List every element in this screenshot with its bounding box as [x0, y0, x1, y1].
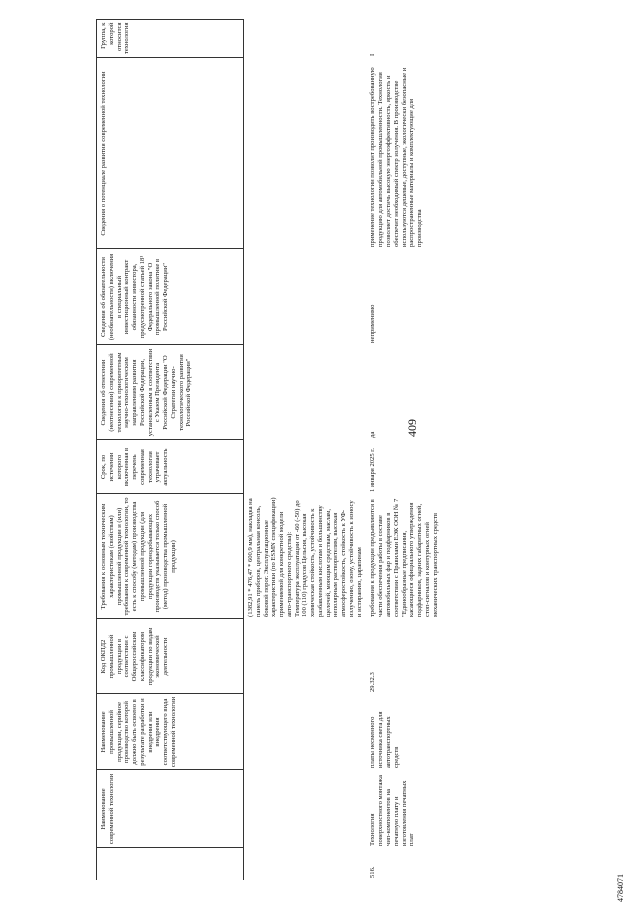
page-number: 409 — [405, 419, 419, 437]
row-requirements: требования к продукции предъявляются в части обеспечения работы в составе автомобильных фар и подфарников в соответствии с Правилами ЕЭК ООН № 7 "Единообразные предписания, касающиеся официального утверждения подфарников, задних габаритных огней, стоп-сигналов и контурных огней механических транспортных средств — [369, 498, 439, 617]
row-development-potential: применение технологии позволит производить востребованную продукцию для автомобильной промышленности. Технология позволяет достичь высокую энергоэффективность, яркость и обеспечит необходимый спектр излучения. В производстве используются дешевые, доступные, экологически безопасные и распространенные материалы и комплектующие для производства — [369, 67, 424, 247]
technology-table — [96, 20, 442, 881]
header-number — [97, 848, 244, 880]
table-row — [366, 20, 442, 880]
continuation-requirements: (1382,91 * 476,47 * 600,9 мм), накладка на панель приборов, центральная консоль, боковой порог. Эксплуатационные характеристики (по ESMN спецификации) применяемой для конкретной модели авто-транспортного средства): Температура эксплуатации от -60 (-50) до 100 (110) градусов Цельсия, высокая химическая стойкость, устойчивость к разбавленным кислотам и большинству щелочей, моющим средствам, маслам, неполярным растворителям, высокая атмосферостойкость, стойкость к УФ-излучению, озону, устойчивость к износу и истиранию, царапинам — [247, 497, 363, 617]
header-okpd2-code: Код ОКПД2 промышленной продукции в соответствии с Общероссийским классификатором продукции по видам экономической деятельности — [97, 619, 244, 694]
row-priority-direction: да — [369, 431, 377, 438]
row-product-name: платы несменного источника света для автотранспортных средств — [369, 711, 400, 768]
continuation-row — [244, 20, 367, 880]
header-technology-name: Наименование современной технологии — [97, 770, 244, 848]
header-requirements: Требования к основным техническим характеристикам (свойствам) промышленной продукции и (или) требования к современной технологии, то есть к способу (методам) производства промышленной продукции (для продукции горнодобывающих производств указывается только способ (метод) производства промышленной продукции) — [97, 494, 244, 619]
row-technology-group: I — [369, 53, 377, 56]
row-number: 516. — [369, 866, 377, 878]
row-okpd2-code: 29.32.3 — [369, 672, 377, 692]
document-id: 4784071 — [616, 874, 625, 902]
header-development-potential: Сведения о потенциале развития современной технологии — [97, 58, 244, 249]
table-header-row — [97, 20, 244, 880]
technology-table-rotated — [96, 20, 616, 880]
row-contract-obligation: неприменимо — [369, 304, 377, 343]
row-technology-name: Технология поверхностного монтажа чип-компонентов на печатную плату и изготовления печатных плат — [369, 775, 416, 846]
header-technology-group: Группа, к которой относится технология — [97, 20, 244, 58]
header-deadline: Срок, по истечении которого включенная в перечень современная технология утрачивает актуальность — [97, 440, 244, 494]
row-deadline: 1 января 2025 г. — [369, 448, 377, 492]
header-product-name: Наименование промышленной продукции, серийное производство которой должно быть освоено в результате разработки и внедрения или внедрения соответствующего вида современной технологии — [97, 694, 244, 770]
header-contract-obligation: Сведения об обязательности (необязательности) включения в специальный инвестиционный контракт обязанности инвестора, предусмотренной статьей 18¹ Федерального закона "О промышленной политике в Российской Федерации" — [97, 249, 244, 345]
header-priority-direction: Сведения об отнесении (неотнесении) современной технологии к приоритетным научно-технологическим направлениям развития Российской Федерации, установленным в соответствии с Указом Президента Российской Федерации "О Стратегии научно-технологического развития Российской Федерации" — [97, 345, 244, 440]
